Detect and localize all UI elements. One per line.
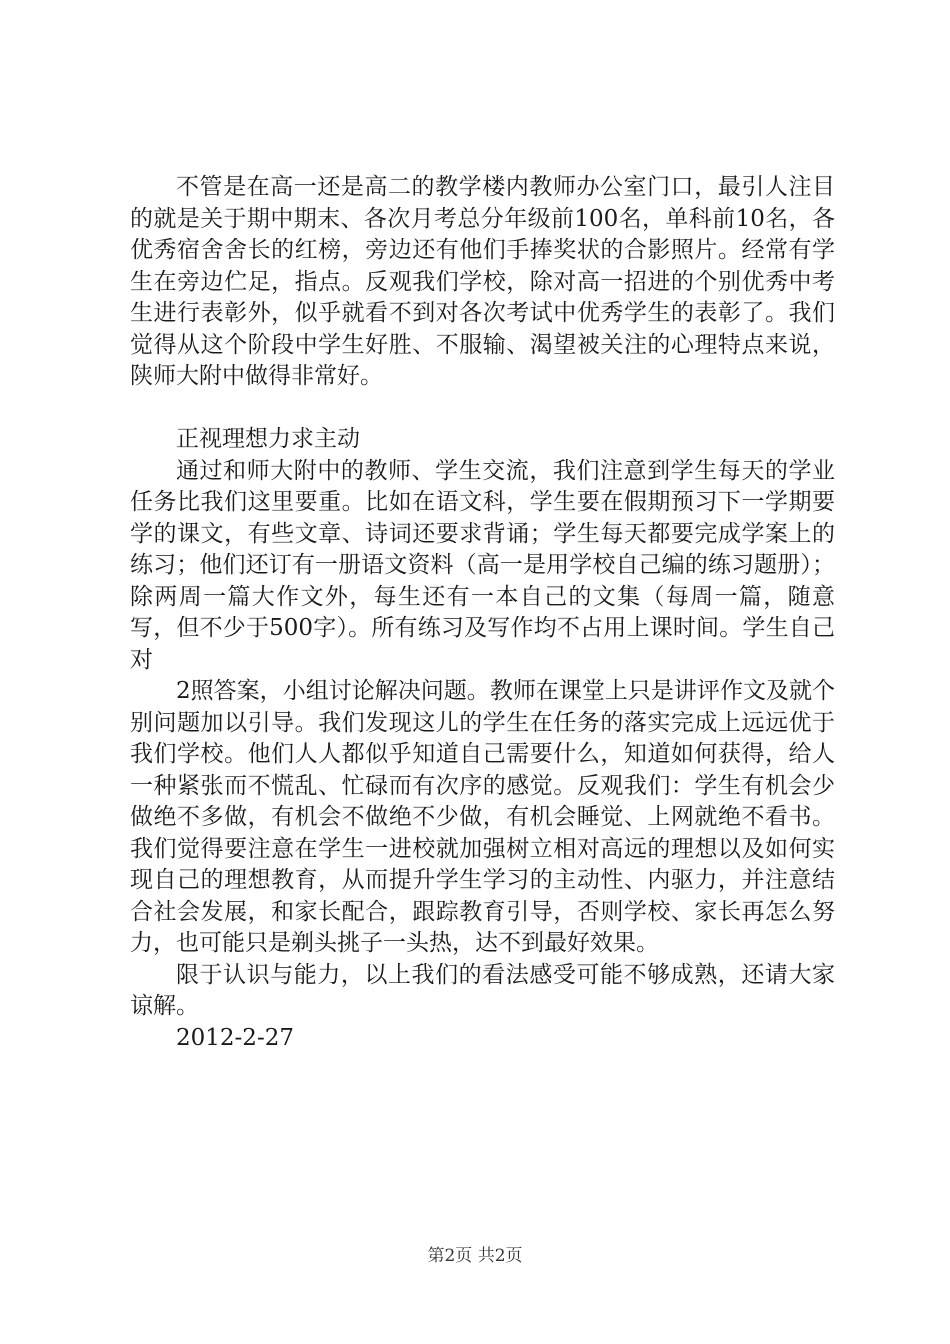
paragraph-workload: 通过和师大附中的教师、学生交流，我们注意到学生每天的学业任务比我们这里要重。比如在语文科，学生要在假期预习下一学期要学的课文，有些文章、诗词还要求背诵；学生每天都要完成学案上的练习；他们还订有一册语文资料（高一是用学校自己编的练习题册）；除两周一篇大作文外，每生还有一本自己的文集（每周一篇，随意写，但不少于500字）。所有练习及写作均不占用上课时间。学生自己对: [130, 457, 835, 673]
section-heading: 正视理想力求主动: [176, 426, 360, 452]
paragraph-gap: [130, 393, 835, 425]
document-body: [130, 172, 835, 1054]
paragraph-reflection: 2照答案，小组讨论解决问题。教师在课堂上只是讲评作文及就个别问题加以引导。我们发现这儿的学生在任务的落实完成上远远优于我们学校。他们人人都似乎知道自己需要什么，知道如何获得，给人一种紧张而不慌乱、忙碌而有次序的感觉。反观我们：学生有机会少做绝不多做，有机会不做绝不少做，有机会睡觉、上网就绝不看书。我们觉得要注意在学生一进校就加强树立相对高远的理想以及如何实现自己的理想教育，从而提升学生学习的主动性、内驱力，并注意结合社会发展，和家长配合，跟踪教育引导，否则学校、家长再怎么努力，也可能只是剃头挑子一头热，达不到最好效果。: [130, 678, 835, 956]
page-footer: 第2页 共2页: [427, 1246, 523, 1266]
document-date: 2012-2-27: [176, 1024, 294, 1051]
paragraph-closing: 限于认识与能力，以上我们的看法感受可能不够成熟，还请大家谅解。: [130, 961, 835, 1019]
paragraph-honor-board: 不管是在高一还是高二的教学楼内教师办公室门口，最引人注目的就是关于期中期末、各次月考总分年级前100名，单科前10名，各优秀宿舍舍长的红榜，旁边还有他们手捧奖状的合影照片。经常有学生在旁边伫足，指点。反观我们学校，除对高一招进的个别优秀中考生进行表彰外，似乎就看不到对各次考试中优秀学生的表彰了。我们觉得从这个阶段中学生好胜、不服输、渴望被关注的心理特点来说，陕师大附中做得非常好。: [130, 174, 835, 389]
